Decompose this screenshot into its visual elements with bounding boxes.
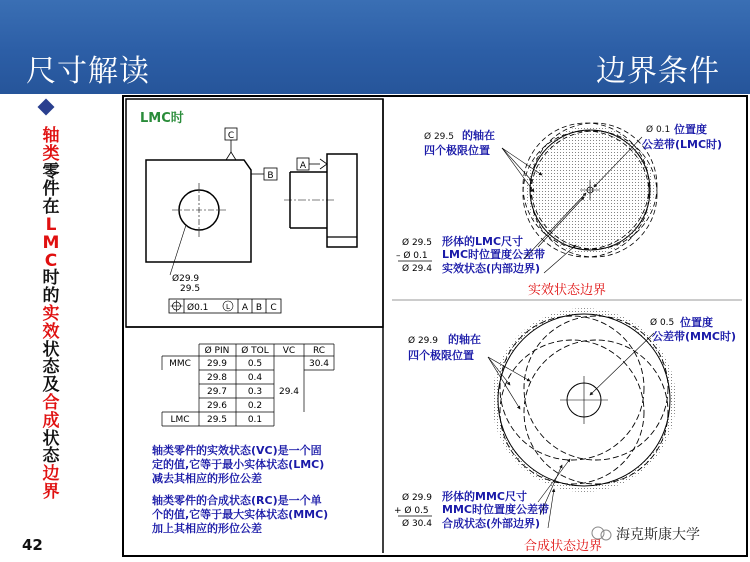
svg-text:Ø 29.9: Ø 29.9 [402, 493, 432, 503]
rc-diagram [488, 308, 676, 492]
part-front-view [146, 160, 251, 262]
table-cell: 29.8 [206, 373, 228, 383]
rc-pin-label-num: Ø 29.9 [408, 336, 438, 346]
svg-text:LMC时位置度公差带: LMC时位置度公差带 [442, 248, 546, 261]
vertical-caption-char: 效 [42, 321, 60, 342]
vc-tol-label-l2: 公差带(LMC时) [642, 138, 723, 151]
table-cell: 30.4 [308, 359, 330, 369]
rc-tol-label-l2: 公差带(MMC时) [652, 330, 737, 343]
rc-tol-label-num: Ø 0.5 [650, 318, 675, 328]
vertical-caption-char: 界 [42, 481, 60, 502]
vertical-caption-char: L [45, 214, 57, 235]
svg-text:实效状态(内部边界): 实效状态(内部边界) [442, 262, 541, 275]
dim-upper: Ø29.9 [172, 274, 200, 284]
vc-title: 实效状态边界 [528, 283, 607, 298]
svg-text:定的值,它等于最小实体状态(LMC): 定的值,它等于最小实体状态(LMC) [152, 458, 325, 471]
wechat-icon [592, 527, 604, 539]
header-title-left: 尺寸解读 [26, 54, 150, 89]
rc-pin-label-l1: 的轴在 [448, 333, 481, 346]
table-header: RC [312, 346, 326, 356]
watermark [592, 526, 700, 543]
svg-text:轴类零件的实效状态(VC)是一个固: 轴类零件的实效状态(VC)是一个固 [152, 444, 322, 457]
svg-text:Ø 29.4: Ø 29.4 [402, 264, 432, 274]
vertical-caption-char: M [42, 232, 60, 253]
vertical-caption-char: 状 [42, 339, 60, 360]
svg-text:A: A [241, 303, 249, 313]
table-cell: 0.5 [247, 359, 263, 369]
svg-text:B: B [255, 303, 263, 313]
svg-text:Ø 30.4: Ø 30.4 [402, 519, 432, 529]
table-cell: 0.3 [247, 387, 263, 397]
rc-title: 合成状态边界 [524, 539, 603, 554]
svg-text:个的值,它等于最大实体状态(MMC): 个的值,它等于最大实体状态(MMC) [152, 508, 329, 521]
svg-text:+ Ø 0.5: + Ø 0.5 [394, 506, 429, 516]
rc-pin-label-l2: 四个极限位置 [408, 349, 474, 362]
feature-control-frame [169, 299, 281, 313]
vc-diagram [502, 123, 657, 257]
part-side-view [284, 154, 357, 247]
svg-text:减去其相应的形位公差: 减去其相应的形位公差 [152, 472, 262, 485]
svg-text:– Ø 0.1: – Ø 0.1 [396, 251, 428, 261]
header-title-right: 边界条件 [596, 54, 720, 89]
vertical-caption-char: C [44, 250, 58, 271]
vertical-caption-char: 轴 [42, 126, 60, 146]
table-cell: 29.5 [206, 415, 228, 425]
vertical-caption-char: 实 [42, 303, 60, 324]
vertical-caption-char: 类 [42, 143, 60, 164]
dim-lower: 29.5 [180, 284, 201, 294]
vertical-caption-char: 态 [42, 357, 60, 378]
svg-text:轴类零件的合成状态(RC)是一个单: 轴类零件的合成状态(RC)是一个单 [152, 494, 322, 507]
svg-text:合成状态(外部边界): 合成状态(外部边界) [442, 517, 541, 530]
content-frame [122, 95, 748, 557]
table-cell: 0.1 [247, 415, 263, 425]
svg-text:C: C [270, 303, 277, 313]
vertical-caption-char: 在 [42, 197, 60, 218]
svg-text:Ø0.1: Ø0.1 [187, 303, 209, 313]
datum-b-label: B [267, 171, 274, 181]
vertical-caption-char: 的 [42, 286, 60, 307]
datum-a-label: A [299, 161, 307, 171]
data-table [162, 344, 334, 426]
vertical-caption-char: 合 [42, 392, 60, 413]
table-row-label: MMC [169, 359, 191, 369]
header-bar [0, 0, 750, 94]
table-cell: 29.7 [206, 387, 228, 397]
svg-text:Ø 29.5: Ø 29.5 [402, 238, 432, 248]
vc-tol-label-l1: 位置度 [674, 123, 707, 136]
content-svg [124, 97, 746, 555]
vc-pin-label-num: Ø 29.5 [424, 132, 454, 142]
table-cell: 29.4 [278, 387, 300, 397]
svg-text:形体的LMC尺寸: 形体的LMC尺寸 [442, 235, 524, 248]
page-number: 42 [22, 536, 43, 554]
lmc-label: LMC时 [140, 111, 184, 126]
table-header: VC [282, 346, 296, 356]
vertical-caption-char: 时 [42, 268, 60, 289]
vertical-caption-char: 成 [42, 410, 60, 431]
datum-c-triangle [226, 152, 236, 160]
table-header: Ø TOL [241, 346, 269, 356]
rc-tol-label-l1: 位置度 [680, 316, 713, 329]
table-cell: 0.4 [247, 373, 263, 383]
svg-text:加上其相应的形位公差: 加上其相应的形位公差 [152, 522, 262, 535]
vertical-caption-char: 状 [42, 428, 60, 449]
table-cell: 0.2 [247, 401, 263, 411]
vertical-caption-char: 边 [42, 464, 60, 485]
table-cell: 29.6 [206, 401, 228, 411]
datum-c-label: C [227, 131, 235, 141]
vertical-caption [40, 128, 62, 502]
vertical-caption-char: 件 [42, 179, 60, 200]
vertical-caption-char: 态 [42, 446, 60, 467]
rc-note [152, 493, 328, 535]
vc-tol-label-num: Ø 0.1 [646, 125, 671, 135]
svg-text:海克斯康大学: 海克斯康大学 [616, 527, 700, 543]
vertical-caption-char: 及 [42, 375, 60, 396]
vertical-caption-char: 零 [42, 161, 60, 182]
vc-note [152, 443, 324, 485]
vc-pin-label-l1: 的轴在 [462, 129, 495, 142]
table-cell: 29.9 [206, 359, 228, 369]
svg-text:MMC时位置度公差带: MMC时位置度公差带 [442, 503, 549, 516]
vc-pin-label-l2: 四个极限位置 [424, 144, 490, 157]
svg-text:L: L [226, 303, 230, 311]
table-header: Ø PIN [204, 346, 230, 356]
drawing-panel [126, 99, 383, 327]
svg-text:形体的MMC尺寸: 形体的MMC尺寸 [442, 490, 527, 503]
table-row-label: LMC [170, 415, 190, 425]
